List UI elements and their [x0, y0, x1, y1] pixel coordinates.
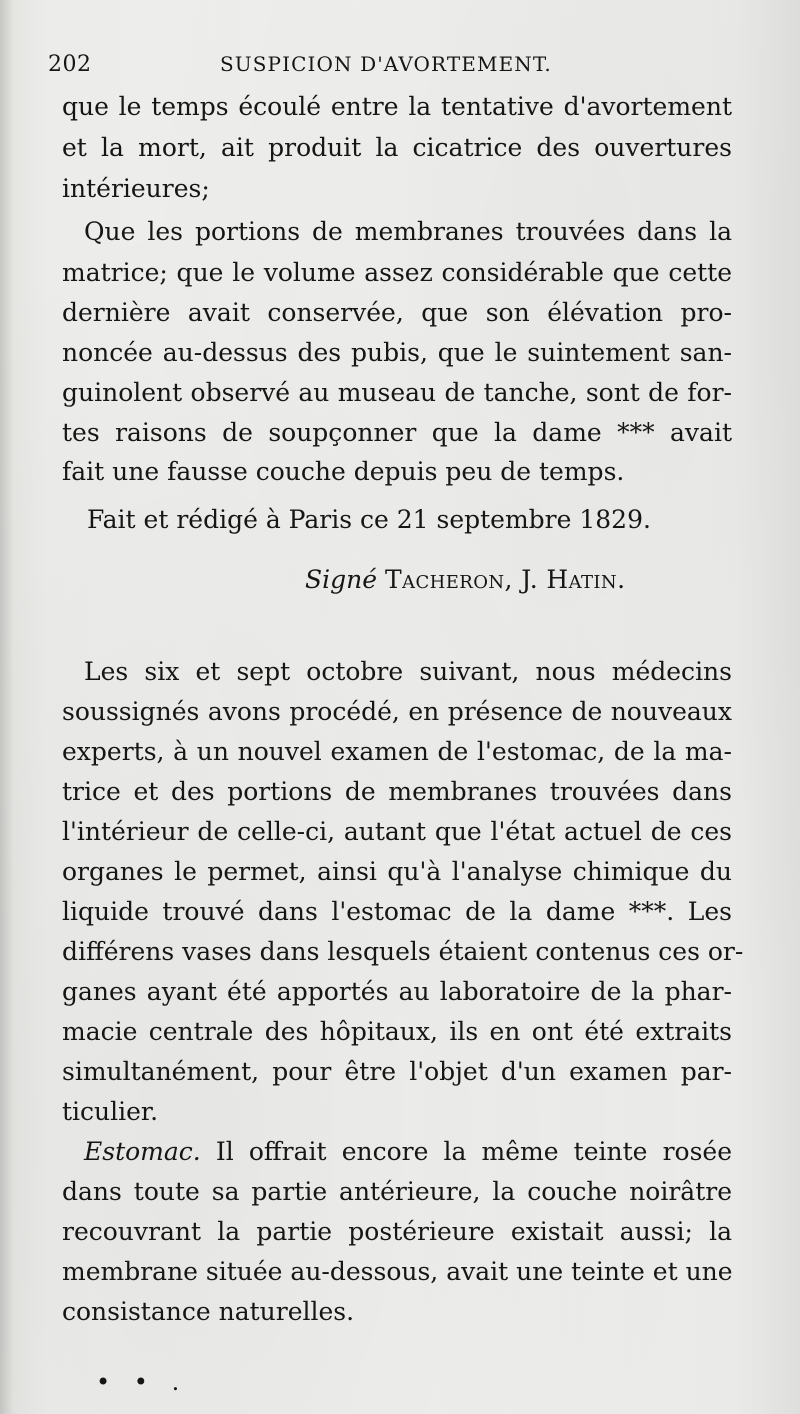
section-lead: Estomac. — [84, 1137, 201, 1166]
text-line: Les six et sept octobre suivant, nous médecins — [84, 657, 732, 686]
date-line: Fait et rédigé à Paris ce 21 septembre 1829. — [87, 505, 651, 534]
text-line: dans toute sa partie antérieure, la couche noirâtre — [62, 1177, 732, 1206]
text-line: simultanément, pour être l'objet d'un examen par- — [62, 1057, 732, 1086]
text-line: différens vases dans lesquels étaient contenus ces or- — [62, 937, 744, 966]
text-line: que le temps écoulé entre la tentative d'avortement — [62, 92, 732, 121]
text-line: recouvrant la partie postérieure existait aussi; la — [62, 1217, 732, 1246]
signature-word: Signé — [305, 565, 378, 594]
text-line: organes le permet, ainsi qu'à l'analyse chimique du — [62, 857, 732, 886]
signature-line — [305, 560, 625, 600]
page-header — [48, 52, 728, 82]
text-line: noncée au-dessus des pubis, que le suintement san- — [62, 338, 732, 367]
page-number: 202 — [48, 52, 92, 77]
text-line: Que les portions de membranes trouvées dans la — [84, 217, 732, 246]
text-line: dernière avait conservée, que son élévation pro- — [62, 298, 732, 327]
text-line: et la mort, ait produit la cicatrice des ouvertures — [62, 133, 732, 162]
text-line: trice et des portions de membranes trouvées dans — [62, 777, 732, 806]
text-line: membrane située au-dessous, avait une teinte et une — [62, 1257, 733, 1286]
text-line: liquide trouvé dans l'estomac de la dame ***. Les — [62, 897, 732, 926]
text-line — [84, 1132, 732, 1172]
text-line: experts, à un nouvel examen de l'estomac, de la ma- — [62, 737, 732, 766]
text-fragment: Il offrait encore la même teinte rosée — [215, 1137, 732, 1166]
footer-marks: • • . — [96, 1368, 188, 1396]
page-gutter-shadow — [0, 0, 14, 1414]
text-line: guinolent observé au museau de tanche, sont de for- — [62, 378, 732, 407]
text-line: intérieures; — [62, 174, 210, 203]
text-line: fait une fausse couche depuis peu de temps. — [62, 457, 625, 486]
text-line: matrice; que le volume assez considérable que cette — [62, 258, 732, 287]
text-line: macie centrale des hôpitaux, ils en ont été extraits — [62, 1017, 732, 1046]
signature-names: Tacheron, J. Hatin. — [384, 565, 626, 594]
text-line: ganes ayant été apportés au laboratoire de la phar- — [62, 977, 732, 1006]
running-title: SUSPICION D'AVORTEMENT. — [220, 52, 552, 76]
text-line: tes raisons de soupçonner que la dame *** avait — [62, 418, 732, 447]
text-line: consistance naturelles. — [62, 1297, 355, 1326]
text-line: l'intérieur de celle-ci, autant que l'état actuel de ces — [62, 817, 732, 846]
text-line: soussignés avons procédé, en présence de nouveaux — [62, 697, 732, 726]
text-line: ticulier. — [62, 1097, 159, 1126]
